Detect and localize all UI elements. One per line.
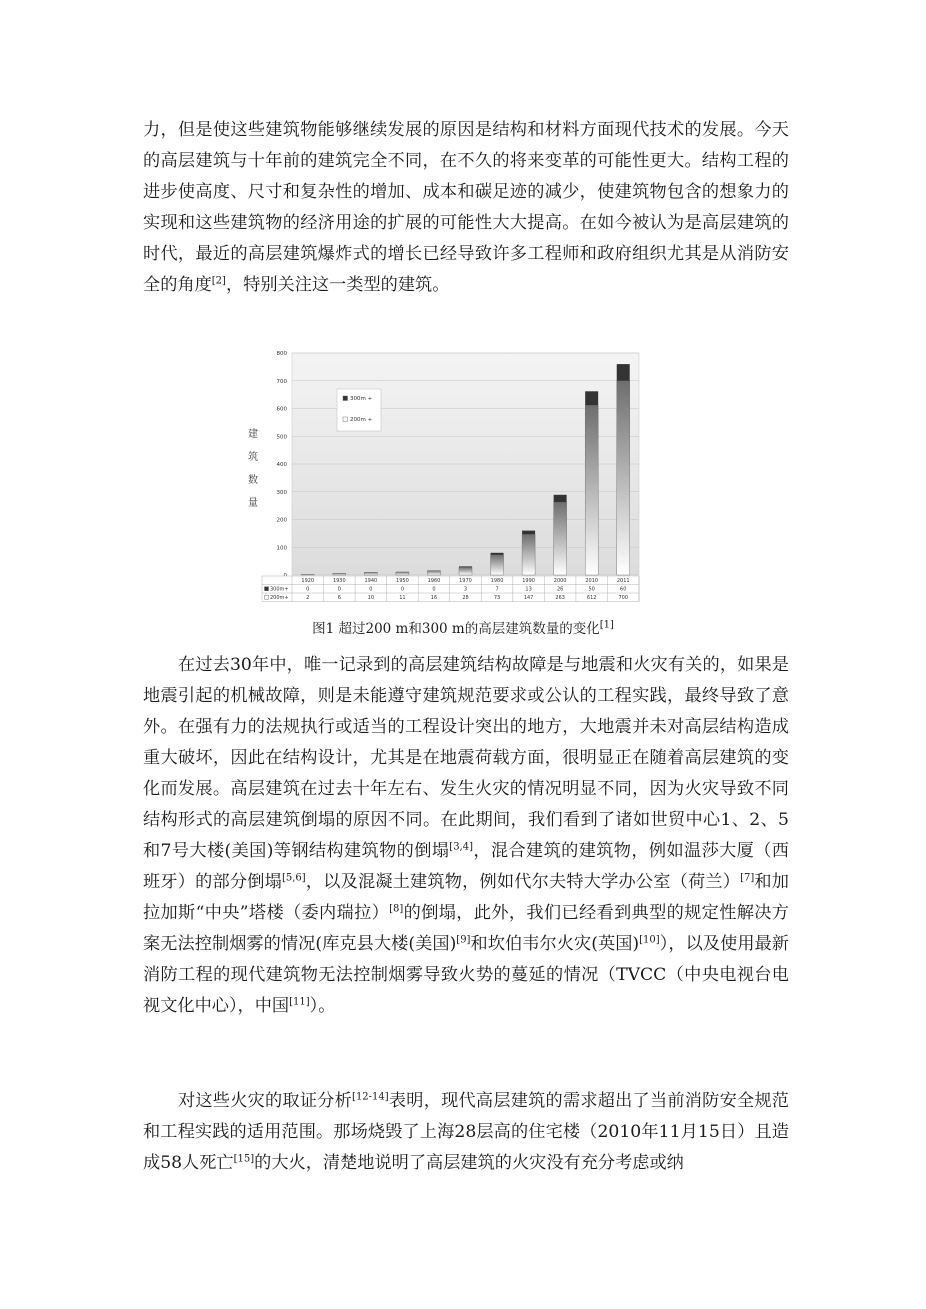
data-label: 10 [367, 595, 375, 601]
p3-text-b: 表明，现代高层建筑的需求超出了当前消防安全规范和工程实践的适用范围。那场烧毁了上海28层高的住宅楼（2010年11月15日）且造成58人死亡 [143, 1091, 789, 1173]
x-tick-label: 1990 [522, 578, 535, 584]
data-label: 11 [399, 595, 406, 601]
bar-200m-1970 [459, 567, 472, 575]
data-label: 612 [586, 595, 597, 601]
data-label: 700 [618, 595, 629, 601]
table-legend-swatch [265, 587, 269, 591]
citation: [3,4] [449, 841, 474, 853]
p1-text-a: 力，但是使这些建筑物能够继续发展的原因是结构和材料方面现代技术的发展。今天的高层建筑与十年前的建筑完全不同，在不久的将来变革的可能性更大。结构工程的进步使高度、尺寸和复杂性的增加、成本和碳足迹的减少，使建筑物包含的想象力的实现和这些建筑物的经济用途的扩展的可能性大大提高。在如今被认为是高层建筑的时代，最近的高层建筑爆炸式的增长已经导致许多工程师和政府组织尤其是从消防安全的角度 [143, 120, 789, 295]
y-tick-label: 700 [276, 378, 287, 385]
data-label: 26 [556, 586, 564, 593]
legend-label: 200m + [350, 417, 373, 423]
citation: [11] [289, 996, 310, 1008]
paragraph-1 [143, 115, 789, 301]
data-label: 0 [306, 586, 310, 593]
x-tick-label: 2011 [616, 578, 630, 584]
y-axis-label-char: 建 [248, 429, 258, 440]
citation: [9] [456, 934, 471, 946]
citation: [8] [389, 903, 404, 915]
bar-chart [240, 345, 660, 613]
y-tick-label: 200 [276, 517, 287, 524]
x-tick-label: 2010 [585, 578, 599, 584]
legend [337, 389, 381, 431]
x-tick-label: 2000 [553, 578, 567, 584]
data-label: 50 [588, 586, 595, 593]
bar-200m-1990 [522, 534, 535, 575]
table-legend-swatch [265, 595, 269, 599]
p2-text-a: 在过去30年中，唯一记录到的高层建筑结构故障是与地震和火灾有关的，如果是地震引起的机械故障，则是未能遵守建筑规范要求或公认的工程实践，最终导致了意外。在强有力的法规执行或适当的工程设计突出的地方，大地震并未对高层结构造成重大破坏，因此在结构设计，尤其是在地震荷载方面，很明显正在随着高层建筑的变化而发展。高层建筑在过去十年左右、发生火灾的情况明显不同，因为火灾导致不同结构形式的高层建筑倒塌的原因不同。在此期间，我们看到了诸如世贸中心1、2、5和7号大楼(美国)等钢结构建筑物的倒塌 [143, 655, 789, 861]
paragraph-3 [143, 1086, 789, 1179]
caption-text: 图1 超过200 m和300 m的高层建筑数量的变化 [312, 621, 600, 637]
x-tick-label: 1970 [459, 578, 472, 584]
data-label: 60 [620, 586, 627, 593]
data-label: 3 [463, 586, 468, 593]
bar-200m-2011 [617, 381, 630, 575]
y-tick-label: 300 [276, 489, 287, 496]
bar-300m-1980 [491, 553, 504, 555]
figure-caption [0, 619, 926, 639]
x-tick-label: 1920 [301, 578, 315, 584]
y-axis-label-char: 数 [248, 475, 258, 486]
y-tick-label: 100 [276, 545, 287, 552]
bar-200m-1960 [427, 571, 440, 575]
paragraph-2 [143, 650, 789, 1022]
citation: [1] [599, 619, 614, 631]
y-axis-label [248, 427, 258, 509]
bar-200m-1950 [396, 572, 409, 575]
p2-text-c: ，以及混凝土建筑物，例如代尔夫特大学办公室（荷兰） [305, 872, 741, 892]
p2-text-h: ）。 [309, 996, 336, 1016]
bar-300m-2000 [554, 495, 567, 502]
y-axis-label-char: 筑 [248, 452, 258, 463]
data-label: 147 [523, 595, 534, 601]
bar-200m-1930 [333, 573, 346, 575]
p3-text-c: 的大火，清楚地说明了高层建筑的火灾没有充分考虑或纳 [254, 1153, 684, 1173]
data-label: 28 [462, 595, 469, 601]
x-tick-label: 1950 [396, 578, 409, 584]
y-axis-ticks [277, 351, 288, 579]
bar-200m-2000 [554, 502, 567, 575]
bar-300m-1990 [522, 531, 535, 535]
data-label: 0 [400, 586, 405, 593]
y-tick-label: 500 [276, 434, 287, 441]
legend-swatch [343, 396, 348, 401]
bar-300m-2010 [585, 391, 598, 405]
bar-300m-2011 [617, 364, 630, 381]
y-tick-label: 400 [276, 462, 287, 468]
x-tick-label: 1980 [490, 578, 504, 584]
p2-text-b: ，混合建筑的建筑物，例如温莎大厦（西班牙）的部分倒塌 [143, 841, 789, 892]
data-label: 0 [369, 586, 373, 593]
data-label: 7 [495, 586, 499, 593]
p2-text-f: 和坎伯韦尔火灾(英国) [470, 934, 640, 954]
citation: [5,6] [281, 872, 306, 884]
data-label: 73 [493, 595, 501, 601]
table-frame [262, 576, 639, 602]
citation: [10] [639, 934, 660, 946]
data-label: 2 [306, 595, 310, 601]
p1-text-b: ，特别关注这一类型的建筑。 [225, 275, 450, 295]
figure-1 [240, 345, 660, 613]
data-label: 6 [337, 595, 341, 601]
table-series-label: 200m+ [270, 595, 289, 601]
y-axis-label-char: 量 [248, 498, 258, 509]
citation: [12-14] [352, 1091, 389, 1103]
data-table [262, 576, 639, 602]
x-tick-label: 1940 [364, 578, 378, 584]
data-label: 16 [430, 595, 438, 601]
bar-200m-1980 [491, 555, 504, 575]
x-tick-label: 1930 [332, 578, 346, 584]
p3-text-a: 对这些火灾的取证分析 [178, 1091, 353, 1111]
x-tick-label: 1960 [427, 578, 441, 584]
p2-text-e: 的倒塌，此外，我们已经看到典型的规定性解决方案无法控制烟雾的情况(库克县大楼(美国) [143, 903, 789, 954]
data-label: 13 [525, 586, 532, 593]
y-tick-label: 800 [276, 351, 287, 357]
citation: [7] [740, 872, 755, 884]
data-label: 0 [337, 586, 341, 593]
data-label: 263 [555, 595, 565, 601]
p2-text-d: 和加拉加斯“中央”塔楼（委内瑞拉） [143, 872, 789, 923]
citation: [15] [233, 1153, 255, 1165]
table-series-label: 300m+ [270, 586, 289, 593]
citation: [2] [211, 275, 226, 287]
legend-label: 300m + [350, 396, 373, 402]
legend-swatch [343, 417, 348, 422]
p2-text-g: ），以及使用最新消防工程的现代建筑物无法控制烟雾导致火势的蔓延的情况（TVCC（中央电视台电视文化中心），中国 [143, 934, 789, 1016]
y-tick-label: 600 [276, 406, 287, 413]
bar-300m-1970 [459, 566, 472, 567]
bar-200m-1940 [364, 572, 377, 575]
data-label: 0 [432, 586, 436, 593]
bar-200m-2010 [585, 405, 598, 575]
bar-200m-1920 [301, 574, 314, 575]
